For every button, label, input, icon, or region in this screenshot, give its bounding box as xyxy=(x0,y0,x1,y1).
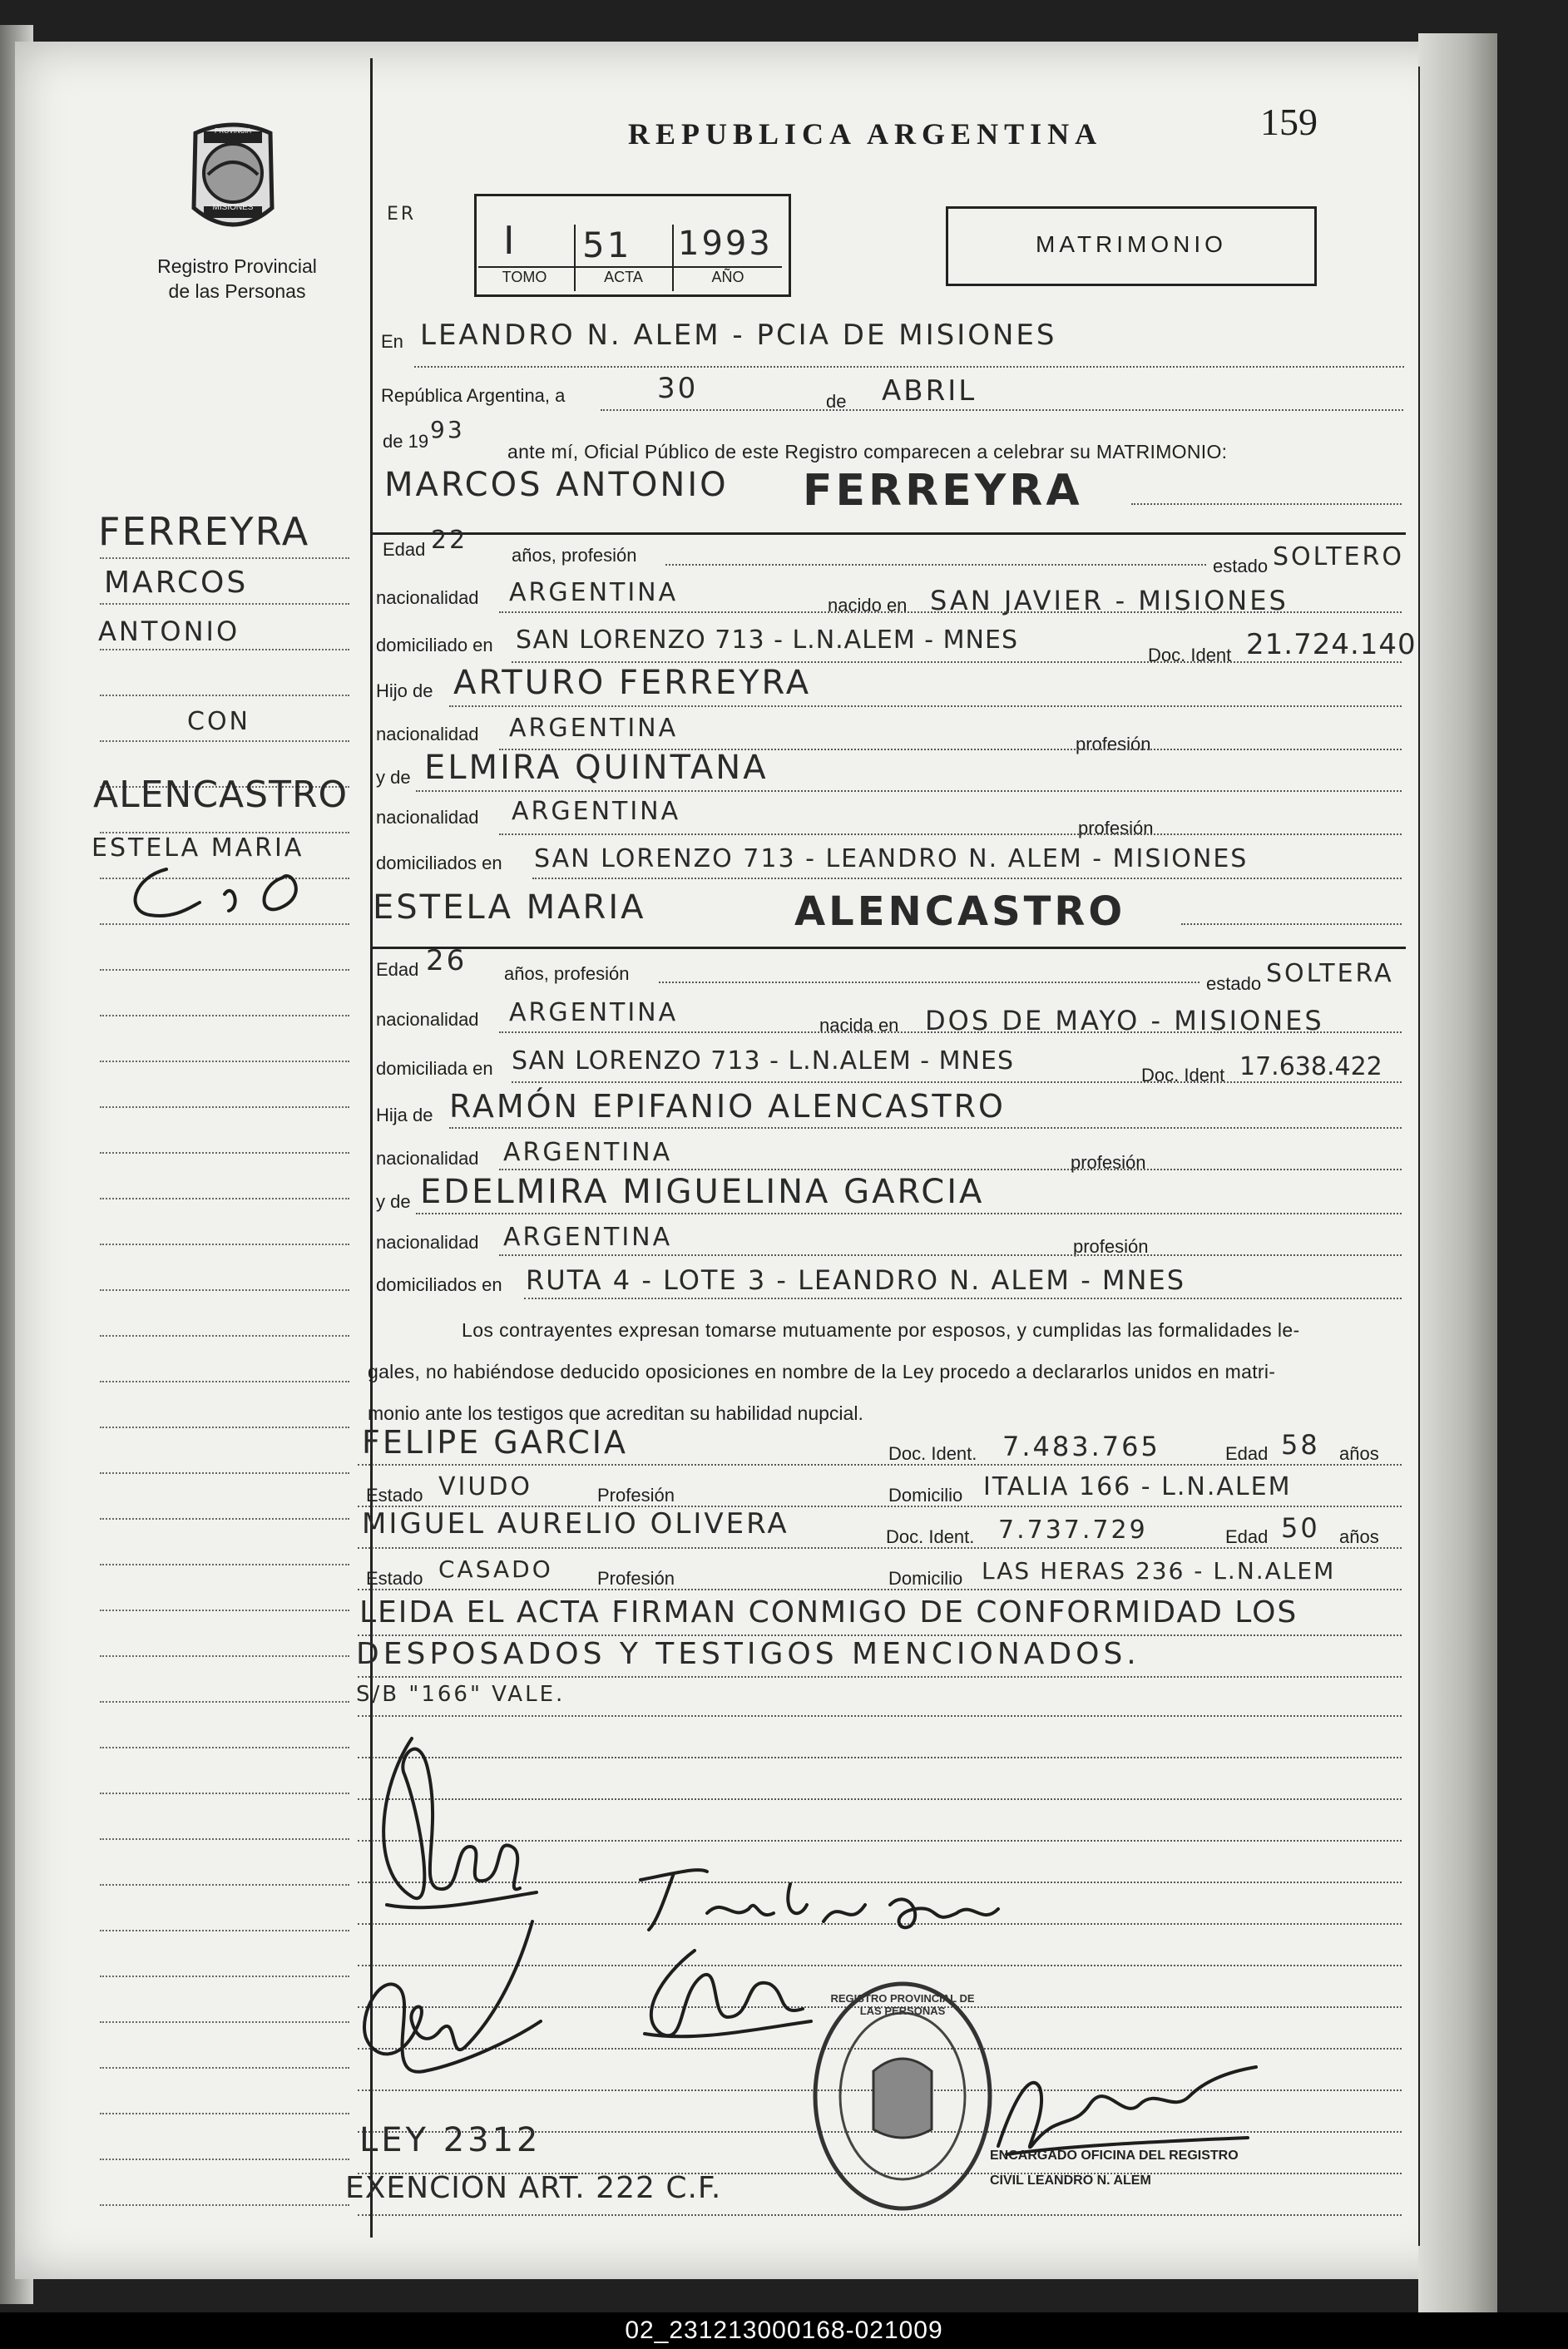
groom-doc-label: Doc. Ident xyxy=(1148,645,1232,665)
groom-parents-address: SAN LORENZO 713 - LEANDRO N. ALEM - MISIONES xyxy=(534,844,1249,873)
groom-mother-nationality: ARGENTINA xyxy=(512,797,681,826)
bride-mother: EDELMIRA MIGUELINA GARCIA xyxy=(420,1173,985,1211)
law-line-1: LEY 2312 xyxy=(359,2121,542,2159)
month-value: ABRIL xyxy=(882,374,977,408)
witness1-address: ITALIA 166 - L.N.ALEM xyxy=(983,1472,1292,1501)
witness1-doc: 7.483.765 xyxy=(1002,1431,1160,1462)
acta-label: ACTA xyxy=(604,269,643,285)
groom-father: ARTURO FERREYRA xyxy=(453,664,812,702)
groom-profesion-label: años, profesión xyxy=(512,545,637,566)
tomo-label: TOMO xyxy=(502,269,547,285)
groom-address: SAN LORENZO 713 - L.N.ALEM - MNES xyxy=(516,626,1018,655)
witness2-doc: 7.737.729 xyxy=(998,1516,1148,1545)
registry-name: Registro Provincial de las Personas xyxy=(157,255,317,302)
declaration-line-3: monio ante los testigos que acreditan su habilidad nupcial. xyxy=(368,1402,863,1424)
bride-nationality: ARGENTINA xyxy=(509,998,679,1027)
en-label: En xyxy=(381,331,403,352)
margin-surname-2: ALENCASTRO xyxy=(93,774,349,816)
groom-estado-label: estado xyxy=(1213,556,1269,576)
signature-witness2-icon xyxy=(628,1942,819,2050)
witness2-age: 50 xyxy=(1281,1512,1320,1544)
groom-mother: ELMIRA QUINTANA xyxy=(424,749,769,787)
margin-surname-1: FERREYRA xyxy=(98,509,310,554)
tomo-value: I xyxy=(503,218,517,263)
groom-mother-nac-label: nacionalidad xyxy=(376,807,479,828)
groom-surname: FERREYRA xyxy=(803,466,1083,516)
witness2-dom-label: Domicilio xyxy=(888,1568,963,1589)
province-emblem-icon xyxy=(179,116,287,241)
bride-father-nac-label: nacionalidad xyxy=(376,1148,479,1169)
bride-nacionalidad-label: nacionalidad xyxy=(376,1009,479,1030)
country-title: REPUBLICA ARGENTINA xyxy=(628,117,1103,151)
groom-father-nac-label: nacionalidad xyxy=(376,724,479,744)
bride-yde-label: y de xyxy=(376,1191,411,1212)
act-type: MATRIMONIO xyxy=(1036,231,1227,257)
er-mark: ER xyxy=(387,204,417,225)
book-right-edge xyxy=(1418,33,1497,2312)
groom-nacido-label: nacido en xyxy=(828,595,908,616)
signature-witness1-icon xyxy=(632,1863,1015,1938)
bride-birthplace: DOS DE MAYO - MISIONES xyxy=(925,1005,1324,1036)
bride-estado: SOLTERA xyxy=(1266,959,1394,988)
intro-statement: ante mí, Oficial Público de este Registro comparecen a celebrar su MATRIMONIO: xyxy=(507,441,1228,462)
groom-hijo-label: Hijo de xyxy=(376,680,433,701)
witness1-doc-label: Doc. Ident. xyxy=(888,1443,977,1464)
witness1-anios-label: años xyxy=(1339,1443,1379,1464)
anio-label: AÑO xyxy=(711,269,744,285)
margin-connector: CON xyxy=(187,707,251,736)
groom-nacionalidad-label: nacionalidad xyxy=(376,587,479,608)
witness2-estado: CASADO xyxy=(438,1555,553,1583)
closing-line-1: LEIDA EL ACTA FIRMAN CONMIGO DE CONFORMIDAD LOS xyxy=(359,1595,1298,1629)
declaration-line-1: Los contrayentes expresan tomarse mutuamente por esposos, y cumplidas las formalidades le- xyxy=(462,1319,1300,1341)
witness2-estado-label: Estado xyxy=(366,1568,423,1589)
year-suffix: 93 xyxy=(430,416,465,443)
bride-hija-label: Hija de xyxy=(376,1105,433,1125)
de-label: de xyxy=(826,391,847,412)
margin-given-1a: MARCOS xyxy=(104,566,249,600)
witness2-name: MIGUEL AURELIO OLIVERA xyxy=(362,1507,789,1540)
official-stamp-line-1: ENCARGADO OFICINA DEL REGISTRO xyxy=(990,2149,1239,2163)
witness1-dom-label: Domicilio xyxy=(888,1485,963,1506)
witness2-prof-label: Profesión xyxy=(597,1568,675,1589)
acta-value: 51 xyxy=(582,225,632,265)
official-stamp-line-2: CIVIL LEANDRO N. ALEM xyxy=(990,2173,1151,2188)
bride-surname: ALENCASTRO xyxy=(794,888,1126,935)
groom-birthplace: SAN JAVIER - MISIONES xyxy=(930,585,1289,616)
margin-given-2: ESTELA MARIA xyxy=(92,833,304,863)
emblem-bottom-text: MISIONES xyxy=(212,203,254,212)
margin-given-1b: ANTONIO xyxy=(98,616,240,647)
declaration-line-2: gales, no habiéndose deducido oposiciones en nombre de la Ley procedo a declararlos unidos en matri- xyxy=(368,1361,1276,1382)
bride-domicilio-label: domiciliada en xyxy=(376,1058,493,1079)
anio-value: 1993 xyxy=(678,225,773,263)
groom-doc: 21.724.140 xyxy=(1246,628,1417,661)
witness2-anios-label: años xyxy=(1339,1526,1379,1547)
bride-mother-prof-label: profesión xyxy=(1073,1236,1149,1257)
place-value: LEANDRO N. ALEM - PCIA DE MISIONES xyxy=(420,319,1057,352)
witness2-address: LAS HERAS 236 - L.N.ALEM xyxy=(982,1557,1336,1585)
bride-doc: 17.638.422 xyxy=(1239,1052,1383,1081)
signature-groom-icon xyxy=(362,1722,545,1930)
groom-domicilio-label: domiciliado en xyxy=(376,635,493,655)
groom-edad-label: Edad xyxy=(383,539,426,560)
bride-estado-label: estado xyxy=(1206,973,1262,994)
emblem-top-text: PROVINCIA xyxy=(214,127,251,135)
closing-line-3: S/B "166" VALE. xyxy=(356,1682,566,1707)
day-value: 30 xyxy=(657,372,699,405)
groom-mother-prof-label: profesión xyxy=(1078,818,1154,838)
witness2-doc-label: Doc. Ident. xyxy=(886,1526,975,1547)
bride-father-nationality: ARGENTINA xyxy=(503,1138,673,1167)
witness1-name: FELIPE GARCIA xyxy=(362,1424,628,1461)
witness1-prof-label: Profesión xyxy=(597,1485,675,1506)
margin-initials-signature-icon xyxy=(116,861,333,927)
bride-father-prof-label: profesión xyxy=(1071,1152,1146,1173)
groom-age: 22 xyxy=(431,526,468,555)
closing-line-2: DESPOSADOS Y TESTIGOS MENCIONADOS. xyxy=(356,1637,1140,1671)
witness1-estado: VIUDO xyxy=(438,1472,533,1501)
groom-estado: SOLTERO xyxy=(1273,542,1404,571)
witness1-edad-label: Edad xyxy=(1225,1443,1269,1464)
bride-doc-label: Doc. Ident xyxy=(1141,1065,1225,1085)
law-line-2: EXENCION ART. 222 C.F. xyxy=(345,2171,722,2205)
bride-age: 26 xyxy=(426,944,467,977)
bride-profesion-label: años, profesión xyxy=(504,963,630,984)
bride-edad-label: Edad xyxy=(376,959,419,980)
stamp-ring-text: REGISTRO PROVINCIAL DE LAS PERSONAS xyxy=(830,1992,975,2017)
bride-mother-nac-label: nacionalidad xyxy=(376,1232,479,1253)
bride-nacida-label: nacida en xyxy=(819,1015,899,1036)
bride-address: SAN LORENZO 713 - L.N.ALEM - MNES xyxy=(512,1046,1014,1076)
bride-parents-address: RUTA 4 - LOTE 3 - LEANDRO N. ALEM - MNES xyxy=(526,1264,1185,1296)
groom-nationality: ARGENTINA xyxy=(509,578,679,607)
groom-parents-dom-label: domiciliados en xyxy=(376,853,502,873)
bride-mother-nationality: ARGENTINA xyxy=(503,1223,673,1252)
republica-label: República Argentina, a xyxy=(381,385,566,406)
witness1-age: 58 xyxy=(1281,1429,1320,1461)
groom-father-prof-label: profesión xyxy=(1076,734,1151,754)
groom-father-nationality: ARGENTINA xyxy=(509,714,679,743)
bride-parents-dom-label: domiciliados en xyxy=(376,1274,502,1295)
groom-yde-label: y de xyxy=(376,767,411,788)
witness1-estado-label: Estado xyxy=(366,1485,423,1506)
witness2-edad-label: Edad xyxy=(1225,1526,1269,1547)
signature-bride-icon xyxy=(349,1913,566,2088)
groom-given-names: MARCOS ANTONIO xyxy=(384,466,729,504)
bride-given-names: ESTELA MARIA xyxy=(373,888,646,927)
right-border-line xyxy=(1418,67,1420,2246)
page-number: 159 xyxy=(1260,101,1318,143)
year-prefix: de 19 xyxy=(383,431,429,452)
bride-father: RAMÓN EPIFANIO ALENCASTRO xyxy=(449,1088,1006,1125)
file-id-footer: 02_231213000168-021009 xyxy=(0,2312,1568,2349)
